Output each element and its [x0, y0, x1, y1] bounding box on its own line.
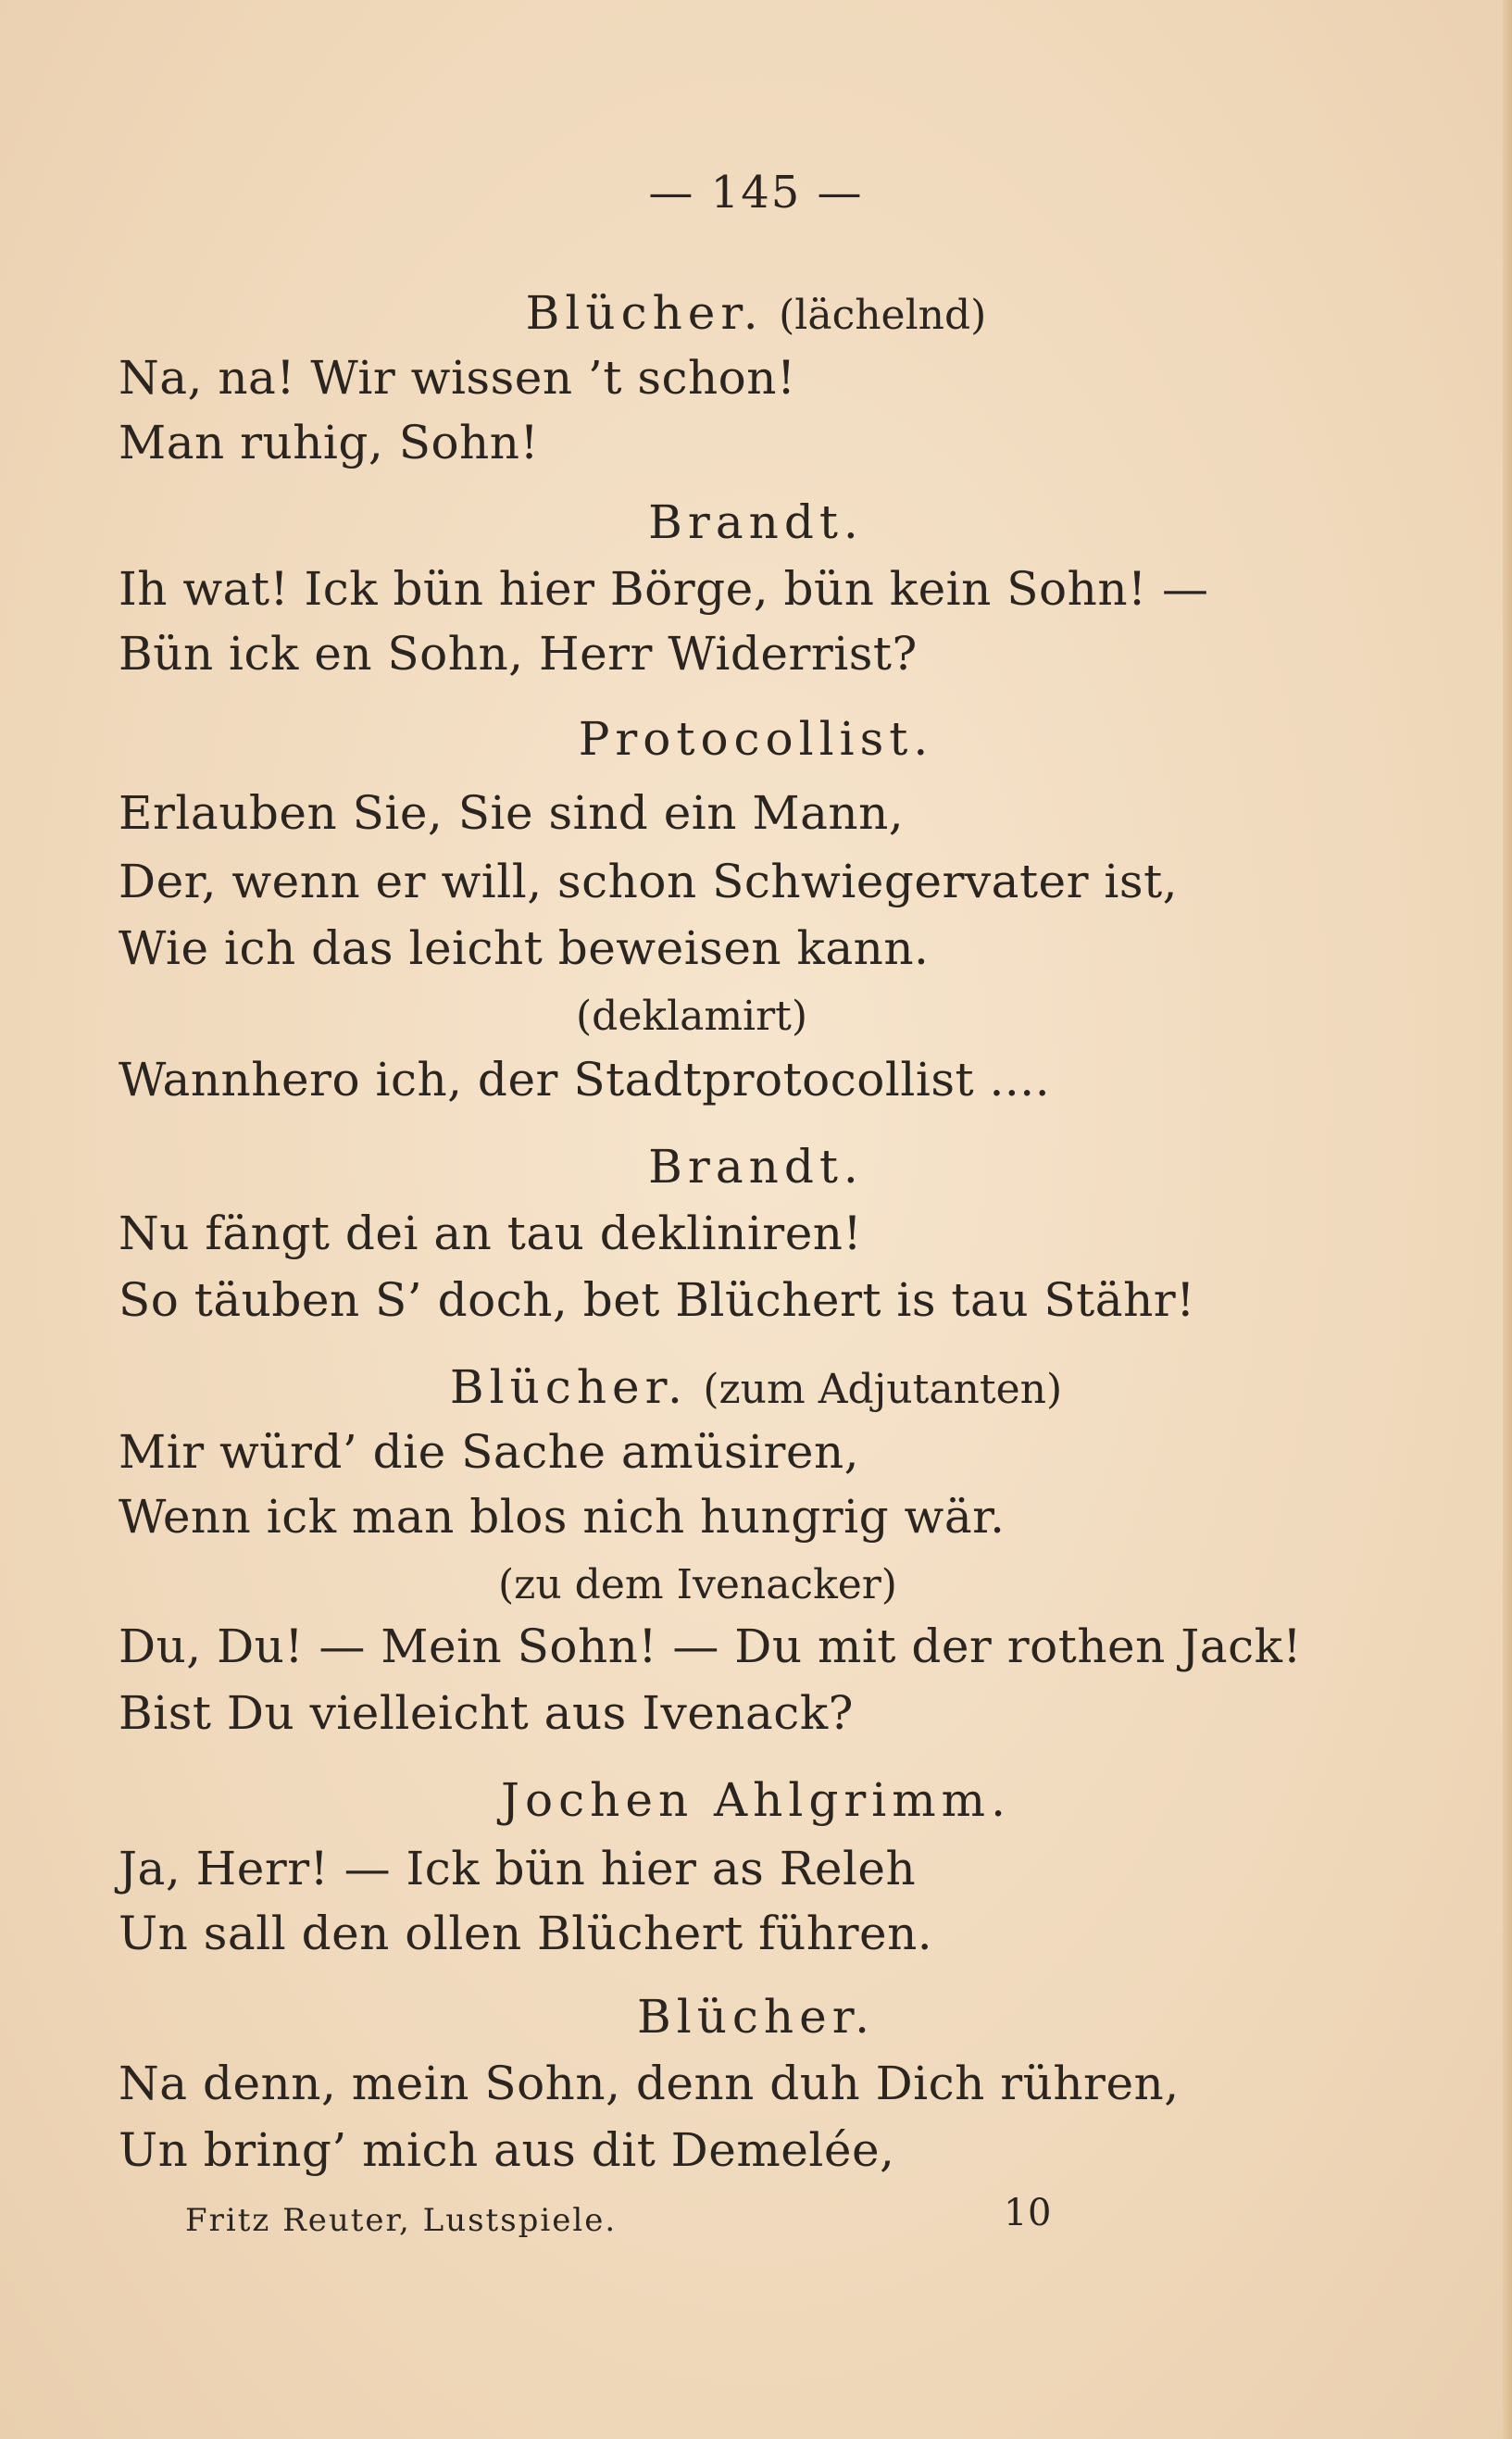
verse-line: Na, na! Wir wissen ’t schon!: [119, 351, 796, 405]
sheet-number: 10: [1004, 2192, 1052, 2234]
speaker-name: Brandt.: [648, 495, 864, 549]
verse-line: Bün ick en Sohn, Herr Widerrist?: [119, 627, 918, 681]
verse-line: Ih wat! Ick bün hier Börge, bün kein Sohn! —: [119, 562, 1209, 616]
stage-direction: (lächelnd): [779, 292, 987, 339]
speaker-name: Protocollist.: [578, 712, 934, 766]
verse-line: Un sall den ollen Blüchert führen.: [119, 1907, 933, 1960]
verse-line: Wenn ick man blos nich hungrig wär.: [119, 1490, 1006, 1544]
speaker-name: Jochen Ahlgrimm.: [501, 1773, 1011, 1827]
verse-line: Ja, Herr! — Ick bün hier as Releh: [119, 1842, 917, 1895]
speaker-name: Blücher.: [449, 1360, 688, 1414]
verse-line: Man ruhig, Sohn!: [119, 416, 540, 469]
footer-signature: Fritz Reuter, Lustspiele.: [185, 2202, 618, 2239]
verse-line: Bist Du vielleicht aus Ivenack?: [119, 1686, 854, 1740]
verse-line: So täuben S’ doch, bet Blüchert is tau Stähr!: [119, 1273, 1195, 1327]
verse-line: Wie ich das leicht beweisen kann.: [119, 921, 930, 975]
verse-line: Erlauben Sie, Sie sind ein Mann,: [119, 786, 905, 840]
scan-edge: [1503, 0, 1512, 2439]
speaker-name: Blücher.: [636, 1990, 876, 2044]
stage-direction: (zum Adjutanten): [703, 1366, 1063, 1413]
stage-direction: (deklamirt): [576, 993, 808, 1040]
verse-line: Der, wenn er will, schon Schwiegervater ist,: [119, 855, 1179, 908]
speaker-line: [0, 1357, 1512, 1420]
verse-line: Un bring’ mich aus dit Demelée,: [119, 2123, 895, 2177]
page-number: — 145 —: [648, 167, 864, 219]
verse-line: Na denn, mein Sohn, denn duh Dich rühren,: [119, 2057, 1180, 2110]
speaker-name: Blücher.: [525, 286, 764, 340]
speaker-name: Brandt.: [648, 1140, 864, 1194]
verse-line: Wannhero ich, der Stadtprotocollist ....: [119, 1053, 1051, 1107]
verse-line: Du, Du! — Mein Sohn! — Du mit der rothen Jack!: [119, 1620, 1302, 1673]
verse-line: Nu fängt dei an tau dekliniren!: [119, 1207, 863, 1260]
stage-direction: (zu dem Ivenacker): [498, 1561, 897, 1608]
verse-line: Mir würd’ die Sache amüsiren,: [119, 1425, 860, 1479]
speaker-line: [0, 283, 1512, 345]
